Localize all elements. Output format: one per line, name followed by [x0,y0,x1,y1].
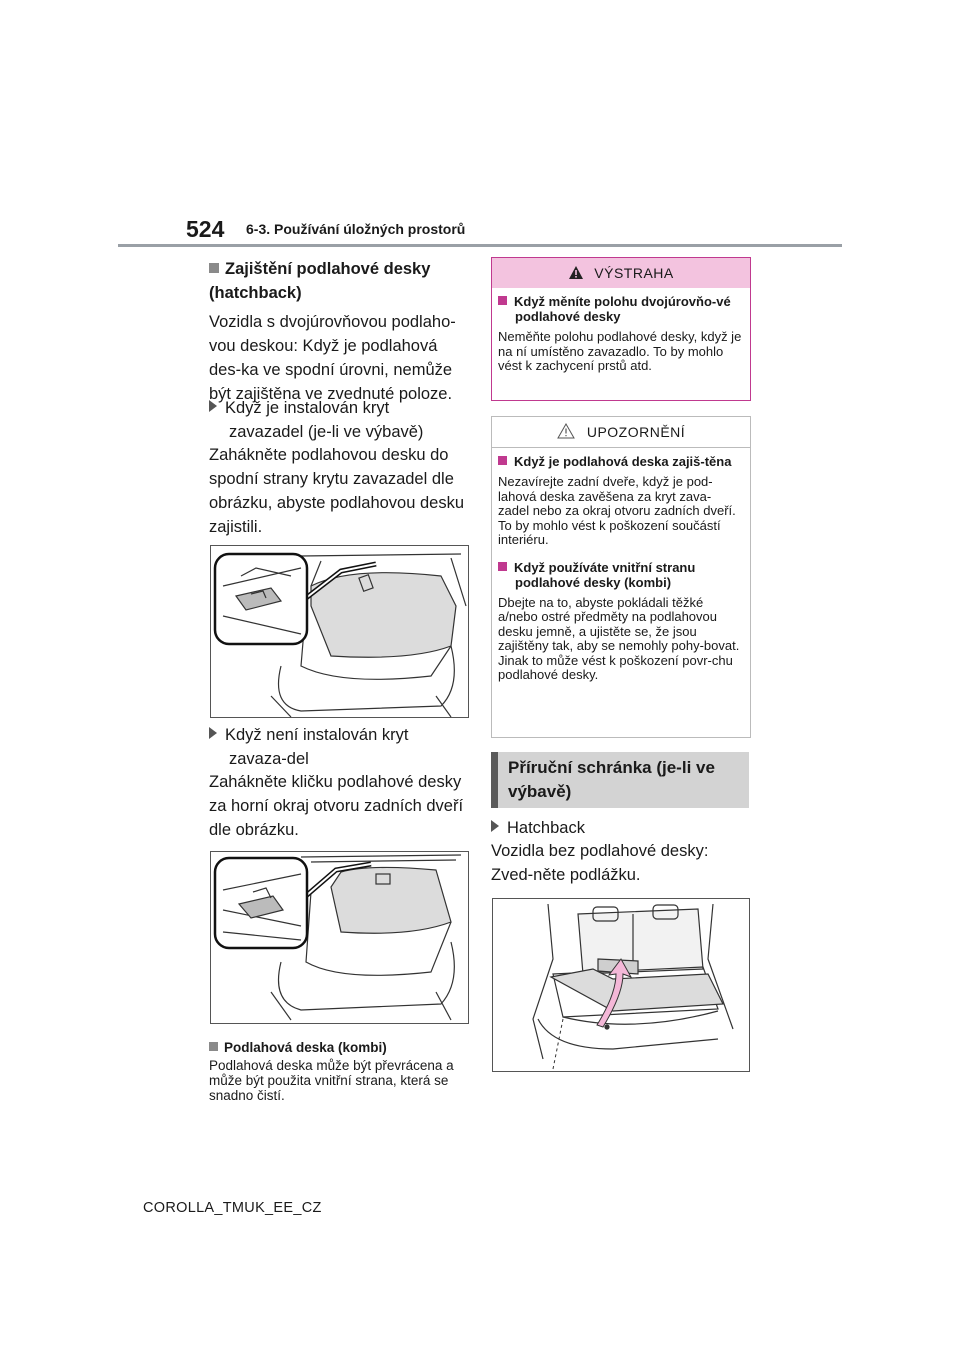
paragraph-hook-under-cover: Zahákněte podlahovou desku do spodní strany krytu zavazadel dle obrázku, abyste podlahovou desku zajistili. [209,446,465,536]
heading-floor-board-kombi: Podlahová deska (kombi) [209,1040,467,1055]
triangle-bullet-icon [209,727,217,739]
section-title: 6-3. Používání úložných prostorů [246,221,466,237]
triangle-bullet-icon [209,400,217,412]
triangle-bullet-icon [491,820,499,832]
notice-item2-text: Dbejte na to, abyste pokládali těžké a/nebo ostré předměty na podlahovou desku jemně, a ujistěte se, že jsou zajištěny tak, aby se nemohly pohy-bovat. Jinak to může vést k poškození povr-chu podlahové desky. [498,594,740,682]
notice-item1-title: Když je podlahová deska zajiš-těna [498,454,742,469]
warning-header: VÝSTRAHA [492,258,750,288]
square-bullet-icon [209,263,219,273]
document-code: COROLLA_TMUK_EE_CZ [143,1200,322,1216]
square-bullet-icon [498,456,507,465]
bullet-without-cover: Když není instalován kryt zavaza-del [209,723,467,771]
figure-board-hooked-to-door-edge [210,851,469,1024]
square-bullet-icon [498,296,507,305]
heading-floor-board-hatchback: Zajištění podlahové desky (hatchback) [209,260,431,302]
square-bullet-icon [209,1042,218,1051]
page-number: 524 [186,216,225,242]
notice-item2-title: Když používáte vnitřní stranu podlahové desky (kombi) [498,560,742,590]
bullet-with-cover: Když je instalován kryt zavazadel (je-li ve výbavě) [209,396,467,444]
warning-box [491,257,751,401]
section-heading-glovebox: Příruční schránka (je-li ve výbavě) [491,752,749,808]
notice-header: UPOZORNĚNÍ [492,417,750,448]
warning-triangle-icon [568,265,584,280]
paragraph-hook-door-edge: Zahákněte kličku podlahové desky za horní okraj otvoru zadních dveří dle obrázku. [209,773,464,839]
notice-item1-text: Nezavírejte zadní dveře, když je pod-lahová deska zavěšena za kryt zava-zadel nebo za okraj otvoru zadních dveří. To by mohlo vést k poškození součástí interiéru. [498,474,736,547]
bullet-hatchback: Hatchback [491,816,749,840]
paragraph-two-level-board: Vozidla s dvojúrovňovou podlaho-vou deskou: Když je podlahová des-ka ve spodní úrovni, nemůže být zajištěna ve zvednuté poloze. [209,313,456,403]
paragraph-kombi: Podlahová deska může být převrácena a může být použita vnitřní strana, která se snadno čistí. [209,1058,454,1103]
warning-item-text: Neměňte polohu podlahové desky, když je na ní umístěno zavazadlo. To by mohlo vést k zachycení prstů atd. [498,329,742,373]
paragraph-lift-floor: Vozidla bez podlahové desky: Zved-něte podlážku. [491,842,709,884]
warning-item-title: Když měníte polohu dvojúrovňo-vé podlahové desky [498,294,742,324]
caution-triangle-icon [557,423,575,439]
notice-box [491,416,751,738]
figure-lift-floor-panel [492,898,750,1072]
figure-board-hooked-to-cover [210,545,469,718]
header-rule [118,244,842,247]
square-bullet-icon [498,562,507,571]
